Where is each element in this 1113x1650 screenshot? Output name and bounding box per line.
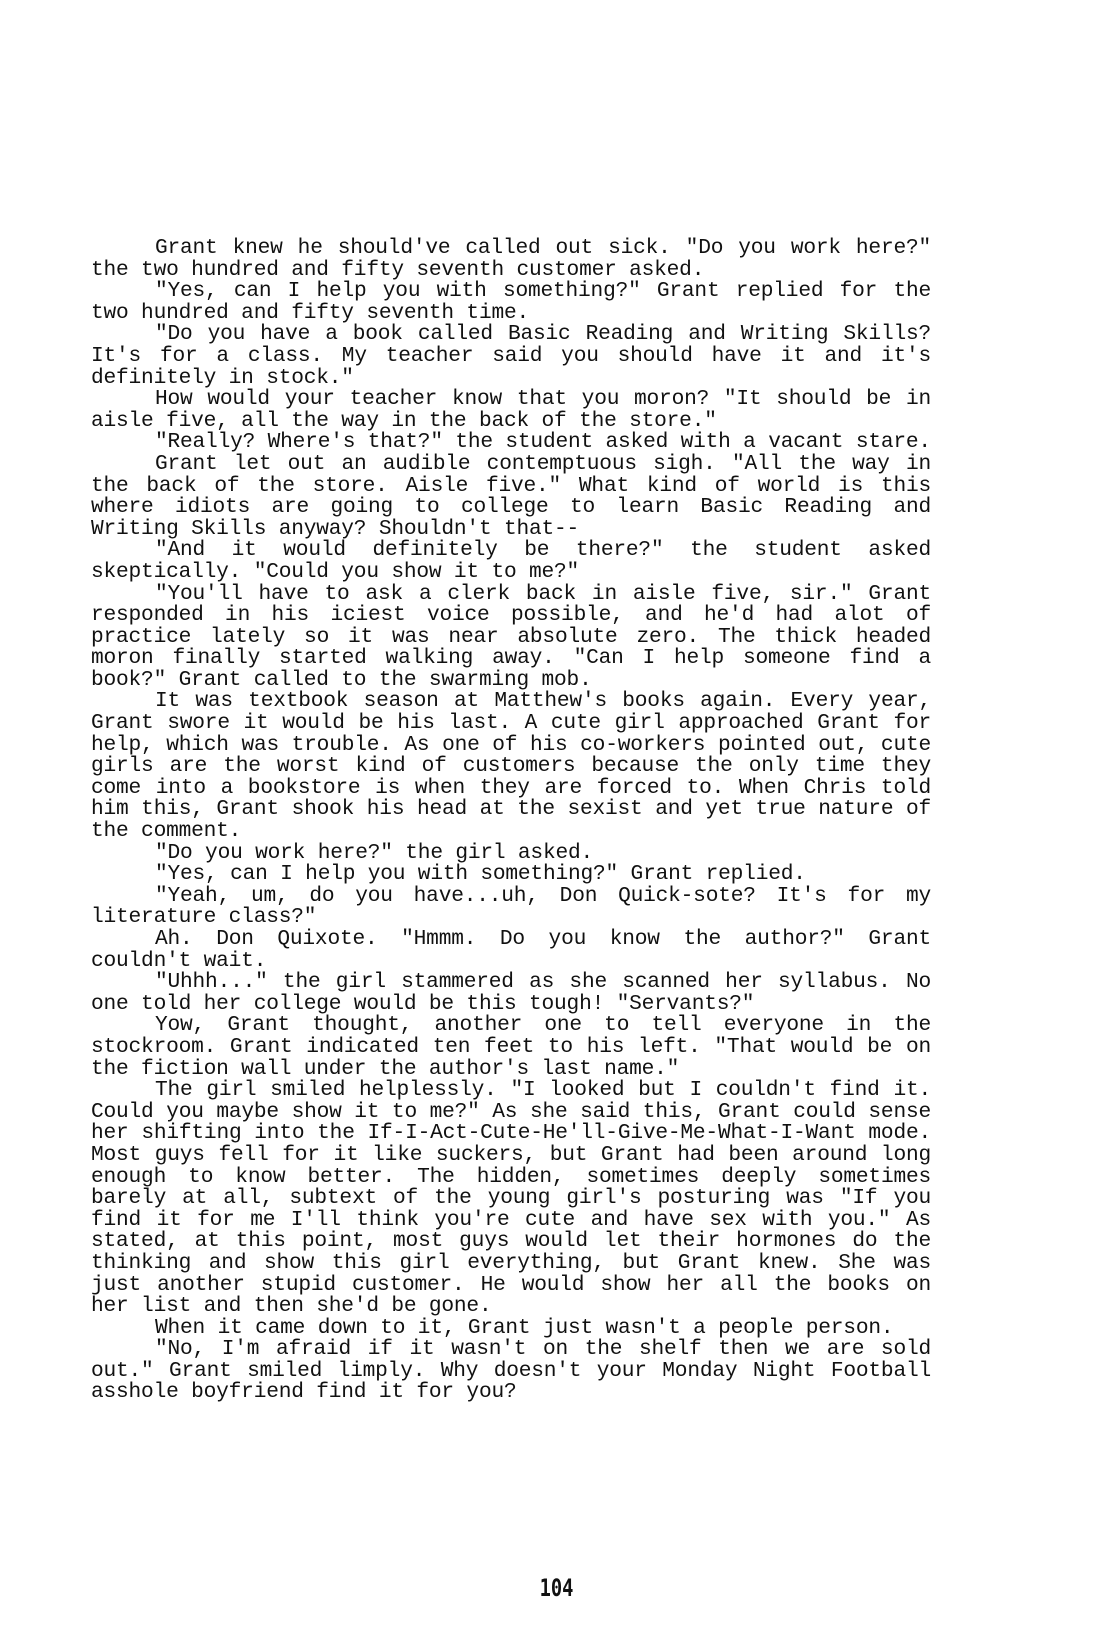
- paragraph: "And it would definitely be there?" the student asked skeptically. "Could you show it to me?": [91, 538, 931, 584]
- paragraph: "Uhhh..." the girl stammered as she scanned her syllabus. No one told her college would be this tough! "Servants?": [91, 970, 931, 1016]
- paragraph: Grant let out an audible contemptuous sigh. "All the way in the back of the store. Aisle five." What kind of world is this where idiots are going to college to learn Basic Reading and Writing Skills anyway? Shouldn't that--: [91, 451, 931, 541]
- paragraph: Ah. Don Quixote. "Hmmm. Do you know the author?" Grant couldn't wait.: [91, 927, 931, 973]
- paragraph: "No, I'm afraid if it wasn't on the shelf then we are sold out." Grant smiled limply. Why doesn't your Monday Night Football asshole boyfriend find it for you?: [91, 1337, 931, 1405]
- paragraph: "Yeah, um, do you have...uh, Don Quick-sote? It's for my literature class?": [91, 883, 931, 930]
- paragraph: "Do you work here?" the girl asked.: [155, 840, 594, 865]
- paragraph: It was textbook season at Matthew's books again. Every year, Grant swore it would be his last. A cute girl approached Grant for help, which was trouble. As one of his co-workers pointed out, cute girls are the worst kind of customers because the only time they come into a bookstore is when they are forced to. When Chris told him this, Grant shook his head at the sexist and yet true nature of the comment.: [91, 689, 931, 844]
- paragraph: The girl smiled helplessly. "I looked but I couldn't find it. Could you maybe show it to me?" As she said this, Grant could sense her shifting into the If-I-Act-Cute-He'll-Give-Me-What-I-Want mode. Most guys fell for it like suckers, but Grant had been around long enough to know better. The hidden, sometimes deeply sometimes barely at all, subtext of the young girl's posturing was "If you find it for me I'll think you're cute and have sex with you." As stated, at this point, most guys would let their hormones do the thinking and show this girl everything, but Grant knew. She was just another stupid customer. He would show her all the books on her list and then she'd be gone.: [91, 1078, 931, 1319]
- paragraph: Yow, Grant thought, another one to tell everyone in the stockroom. Grant indicated ten feet to his left. "That would be on the fiction wall under the author's last name.": [91, 1013, 931, 1081]
- paragraph: Grant knew he should've called out sick. "Do you work here?" the two hundred and fifty seventh customer asked.: [91, 236, 931, 282]
- paragraph: "Yes, can I help you with something?" Grant replied for the two hundred and fifty seventh time.: [91, 279, 931, 325]
- paragraph: When it came down to it, Grant just wasn't a people person.: [155, 1315, 894, 1340]
- page-number: 104: [539, 1574, 574, 1602]
- body-text: [91, 238, 931, 1404]
- paragraph: "Do you have a book called Basic Reading and Writing Skills? It's for a class. My teacher said you should have it and it's definitely in stock.": [91, 322, 931, 390]
- paragraph: "You'll have to ask a clerk back in aisle five, sir." Grant responded in his iciest voice possible, and he'd had alot of practice lately so it was near absolute zero. The thick headed moron finally started walking away. "Can I help someone find a book?" Grant called to the swarming mob.: [91, 581, 931, 692]
- paragraph: How would your teacher know that you moron? "It should be in aisle five, all the way in the back of the store.": [91, 387, 931, 433]
- paragraph: "Yes, can I help you with something?" Grant replied.: [155, 862, 806, 887]
- paragraph: "Really? Where's that?" the student asked with a vacant stare.: [155, 430, 931, 455]
